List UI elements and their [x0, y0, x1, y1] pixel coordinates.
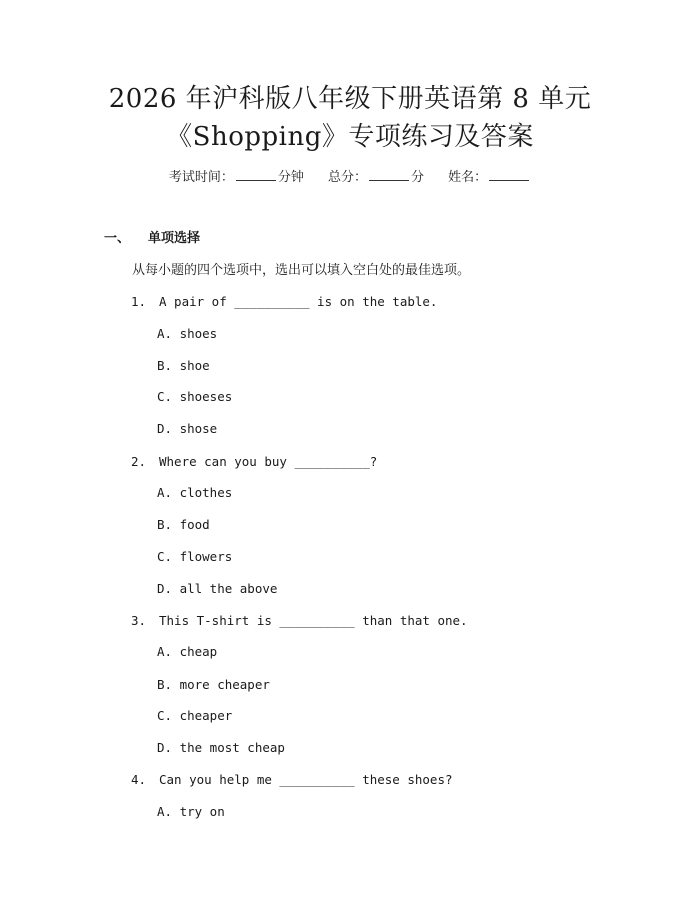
question-3	[131, 612, 468, 630]
total-score-field	[328, 168, 424, 187]
question-1	[131, 293, 437, 311]
question-number: 3.	[131, 613, 147, 628]
option-1d[interactable]: D. shose	[157, 421, 218, 436]
document-title-line2: 《Shopping》专项练习及答案	[166, 122, 534, 152]
exam-time-field	[169, 168, 304, 187]
option-3c[interactable]: C. cheaper	[157, 708, 233, 723]
total-score-label: 总分：	[327, 170, 367, 185]
section-number: 一、	[104, 231, 131, 246]
question-text: Can you help me __________ these shoes?	[159, 772, 453, 787]
option-2c[interactable]: C. flowers	[157, 549, 233, 564]
question-text: This T-shirt is __________ than that one.	[159, 613, 468, 628]
document-title-line1: 2026 年沪科版八年级下册英语第 8 单元	[108, 84, 592, 114]
exam-info-row	[0, 168, 700, 187]
option-2b[interactable]: B. food	[157, 517, 210, 532]
name-field	[448, 168, 531, 187]
question-2	[131, 453, 377, 471]
section-title: 单项选择	[148, 231, 201, 246]
option-3b[interactable]: B. more cheaper	[157, 677, 270, 692]
option-1a[interactable]: A. shoes	[157, 326, 218, 341]
name-blank[interactable]	[489, 168, 529, 181]
section-instruction: 从每小题的四个选项中，选出可以填入空白处的最佳选项。	[132, 263, 471, 278]
option-3a[interactable]: A. cheap	[157, 644, 218, 659]
exam-time-label: 考试时间：	[168, 170, 234, 185]
option-1c[interactable]: C. shoeses	[157, 389, 233, 404]
question-text: A pair of __________ is on the table.	[159, 294, 438, 309]
option-3d[interactable]: D. the most cheap	[157, 740, 285, 755]
total-score-blank[interactable]	[369, 168, 409, 181]
question-text: Where can you buy __________?	[159, 454, 378, 469]
option-2a[interactable]: A. clothes	[157, 485, 233, 500]
question-number: 4.	[131, 772, 147, 787]
question-4	[131, 771, 453, 789]
question-number: 2.	[131, 454, 147, 469]
option-4a[interactable]: A. try on	[157, 804, 225, 819]
section-heading	[104, 230, 200, 248]
option-2d[interactable]: D. all the above	[157, 581, 278, 596]
exam-time-blank[interactable]	[236, 168, 276, 181]
option-1b[interactable]: B. shoe	[157, 358, 210, 373]
name-label: 姓名：	[448, 170, 488, 185]
total-score-unit: 分	[411, 170, 425, 185]
question-number: 1.	[131, 294, 147, 309]
exam-time-unit: 分钟	[277, 170, 304, 185]
